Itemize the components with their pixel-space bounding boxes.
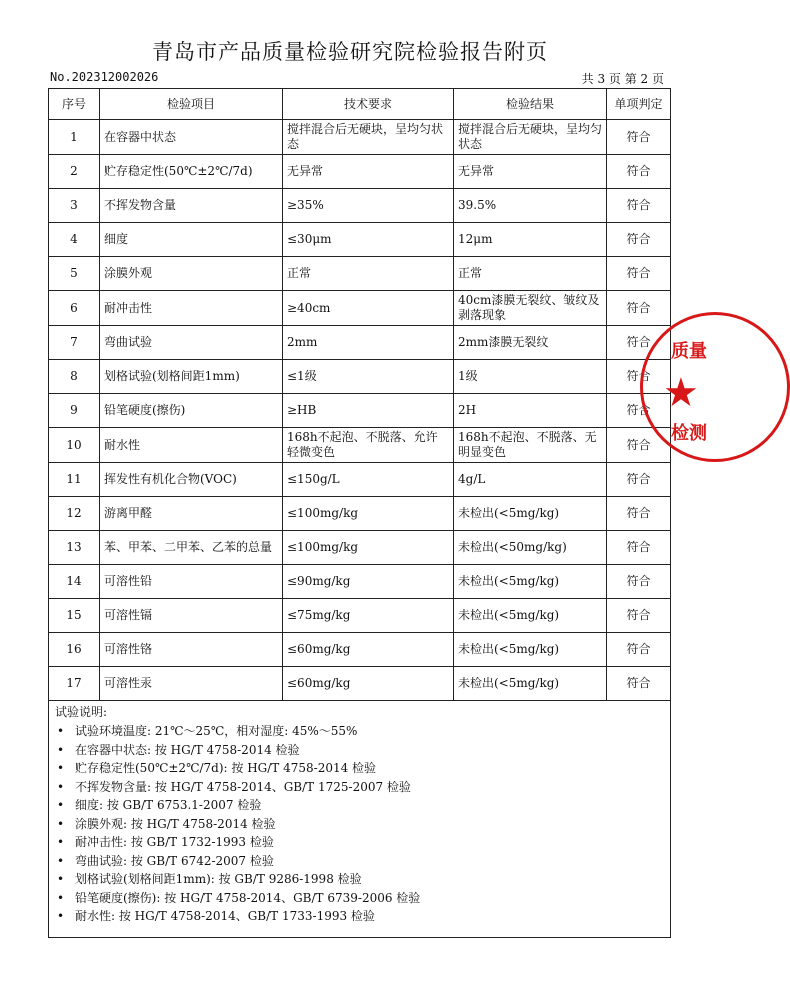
row-number: 4	[49, 223, 100, 257]
row-result: 40cm漆膜无裂纹、皱纹及剥落现象	[454, 291, 607, 326]
table-row	[49, 633, 671, 667]
row-item: 细度	[100, 223, 283, 257]
row-item: 划格试验(划格间距1mm)	[100, 360, 283, 394]
row-requirement: 搅拌混合后无硬块，呈均匀状态	[283, 120, 454, 155]
row-number: 12	[49, 497, 100, 531]
row-verdict: 符合	[607, 497, 671, 531]
note-item: • 划格试验(划格间距1mm): 按 GB/T 9286-1998 检验	[55, 870, 664, 889]
row-number: 15	[49, 599, 100, 633]
row-requirement: ≤100mg/kg	[283, 497, 454, 531]
row-number: 5	[49, 257, 100, 291]
row-verdict: 符合	[607, 360, 671, 394]
inspection-table	[48, 88, 671, 938]
row-item: 苯、甲苯、二甲苯、乙苯的总量	[100, 531, 283, 565]
row-verdict: 符合	[607, 291, 671, 326]
note-item: • 贮存稳定性(50℃±2℃/7d): 按 HG/T 4758-2014 检验	[55, 759, 664, 778]
row-number: 7	[49, 326, 100, 360]
note-item: • 试验环境温度: 21℃～25℃，相对湿度: 45%～55%	[55, 722, 664, 741]
table-row	[49, 291, 671, 326]
table-row	[49, 257, 671, 291]
table-row	[49, 189, 671, 223]
row-result: 未检出(<50mg/kg)	[454, 531, 607, 565]
stamp-star-icon: ★	[663, 370, 699, 416]
row-verdict: 符合	[607, 599, 671, 633]
table-row	[49, 497, 671, 531]
row-result: 4g/L	[454, 463, 607, 497]
row-result: 1级	[454, 360, 607, 394]
row-number: 11	[49, 463, 100, 497]
header-no: 序号	[49, 89, 100, 120]
note-item: • 弯曲试验: 按 GB/T 6742-2007 检验	[55, 852, 664, 871]
row-item: 不挥发物含量	[100, 189, 283, 223]
row-item: 铅笔硬度(擦伤)	[100, 394, 283, 428]
row-item: 耐冲击性	[100, 291, 283, 326]
note-item: • 在容器中状态: 按 HG/T 4758-2014 检验	[55, 741, 664, 760]
note-item: • 细度: 按 GB/T 6753.1-2007 检验	[55, 796, 664, 815]
row-result: 168h不起泡、不脱落、无明显变色	[454, 428, 607, 463]
row-requirement: ≥35%	[283, 189, 454, 223]
row-number: 1	[49, 120, 100, 155]
note-item: • 涂膜外观: 按 HG/T 4758-2014 检验	[55, 815, 664, 834]
row-result: 正常	[454, 257, 607, 291]
row-result: 未检出(<5mg/kg)	[454, 565, 607, 599]
table-row	[49, 428, 671, 463]
row-number: 17	[49, 667, 100, 701]
table-row	[49, 463, 671, 497]
note-item: • 耐水性: 按 HG/T 4758-2014、GB/T 1733-1993 检验	[55, 907, 664, 926]
row-verdict: 符合	[607, 155, 671, 189]
table-row	[49, 599, 671, 633]
row-verdict: 符合	[607, 120, 671, 155]
row-result: 12μm	[454, 223, 607, 257]
note-item: • 不挥发物含量: 按 HG/T 4758-2014、GB/T 1725-2007 检验	[55, 778, 664, 797]
row-requirement: ≤90mg/kg	[283, 565, 454, 599]
table-row	[49, 120, 671, 155]
row-number: 10	[49, 428, 100, 463]
header-item: 检验项目	[100, 89, 283, 120]
note-item: • 耐冲击性: 按 GB/T 1732-1993 检验	[55, 833, 664, 852]
row-verdict: 符合	[607, 223, 671, 257]
row-item: 在容器中状态	[100, 120, 283, 155]
row-verdict: 符合	[607, 428, 671, 463]
notes-row	[49, 701, 671, 938]
row-result: 2mm漆膜无裂纹	[454, 326, 607, 360]
row-verdict: 符合	[607, 257, 671, 291]
row-result: 2H	[454, 394, 607, 428]
notes-title: 试验说明:	[55, 705, 108, 719]
row-requirement: ≥HB	[283, 394, 454, 428]
row-requirement: ≤150g/L	[283, 463, 454, 497]
row-requirement: ≤60mg/kg	[283, 667, 454, 701]
row-item: 可溶性铅	[100, 565, 283, 599]
row-verdict: 符合	[607, 633, 671, 667]
report-title: 青岛市产品质量检验研究院检验报告附页	[152, 40, 548, 64]
row-requirement: ≤1级	[283, 360, 454, 394]
row-number: 8	[49, 360, 100, 394]
table-header-row	[49, 89, 671, 120]
row-item: 贮存稳定性(50℃±2℃/7d)	[100, 155, 283, 189]
row-number: 2	[49, 155, 100, 189]
row-item: 可溶性镉	[100, 599, 283, 633]
row-number: 14	[49, 565, 100, 599]
table-row	[49, 155, 671, 189]
row-requirement: 2mm	[283, 326, 454, 360]
notes-cell	[49, 701, 671, 938]
stamp-text-bottom: 检测	[671, 423, 707, 444]
row-verdict: 符合	[607, 326, 671, 360]
row-number: 6	[49, 291, 100, 326]
report-number: No.202312002026	[50, 70, 159, 84]
row-result: 39.5%	[454, 189, 607, 223]
row-item: 耐水性	[100, 428, 283, 463]
row-result: 未检出(<5mg/kg)	[454, 497, 607, 531]
row-result: 未检出(<5mg/kg)	[454, 599, 607, 633]
header-requirement: 技术要求	[283, 89, 454, 120]
row-number: 13	[49, 531, 100, 565]
header-verdict: 单项判定	[607, 89, 671, 120]
row-item: 弯曲试验	[100, 326, 283, 360]
table-row	[49, 667, 671, 701]
table-row	[49, 565, 671, 599]
row-requirement: ≥40cm	[283, 291, 454, 326]
row-requirement: 无异常	[283, 155, 454, 189]
notes-list	[55, 722, 664, 926]
row-result: 搅拌混合后无硬块，呈均匀状态	[454, 120, 607, 155]
row-verdict: 符合	[607, 531, 671, 565]
page-info: 共 3 页 第 2 页	[581, 72, 664, 86]
table-row	[49, 223, 671, 257]
table-row	[49, 394, 671, 428]
row-result: 无异常	[454, 155, 607, 189]
row-number: 16	[49, 633, 100, 667]
row-item: 涂膜外观	[100, 257, 283, 291]
table-row	[49, 326, 671, 360]
row-requirement: 正常	[283, 257, 454, 291]
table-row	[49, 360, 671, 394]
row-result: 未检出(<5mg/kg)	[454, 633, 607, 667]
row-verdict: 符合	[607, 463, 671, 497]
table-row	[49, 531, 671, 565]
row-verdict: 符合	[607, 189, 671, 223]
note-item: • 铅笔硬度(擦伤): 按 HG/T 4758-2014、GB/T 6739-2006 检验	[55, 889, 664, 908]
row-requirement: 168h不起泡、不脱落、允许轻微变色	[283, 428, 454, 463]
row-verdict: 符合	[607, 565, 671, 599]
row-requirement: ≤60mg/kg	[283, 633, 454, 667]
row-item: 游离甲醛	[100, 497, 283, 531]
row-requirement: ≤75mg/kg	[283, 599, 454, 633]
stamp-text-top: 质量	[671, 341, 707, 362]
row-number: 3	[49, 189, 100, 223]
row-requirement: ≤30μm	[283, 223, 454, 257]
row-result: 未检出(<5mg/kg)	[454, 667, 607, 701]
row-verdict: 符合	[607, 667, 671, 701]
row-number: 9	[49, 394, 100, 428]
row-requirement: ≤100mg/kg	[283, 531, 454, 565]
row-verdict: 符合	[607, 394, 671, 428]
row-item: 挥发性有机化合物(VOC)	[100, 463, 283, 497]
row-item: 可溶性汞	[100, 667, 283, 701]
row-item: 可溶性铬	[100, 633, 283, 667]
header-result: 检验结果	[454, 89, 607, 120]
